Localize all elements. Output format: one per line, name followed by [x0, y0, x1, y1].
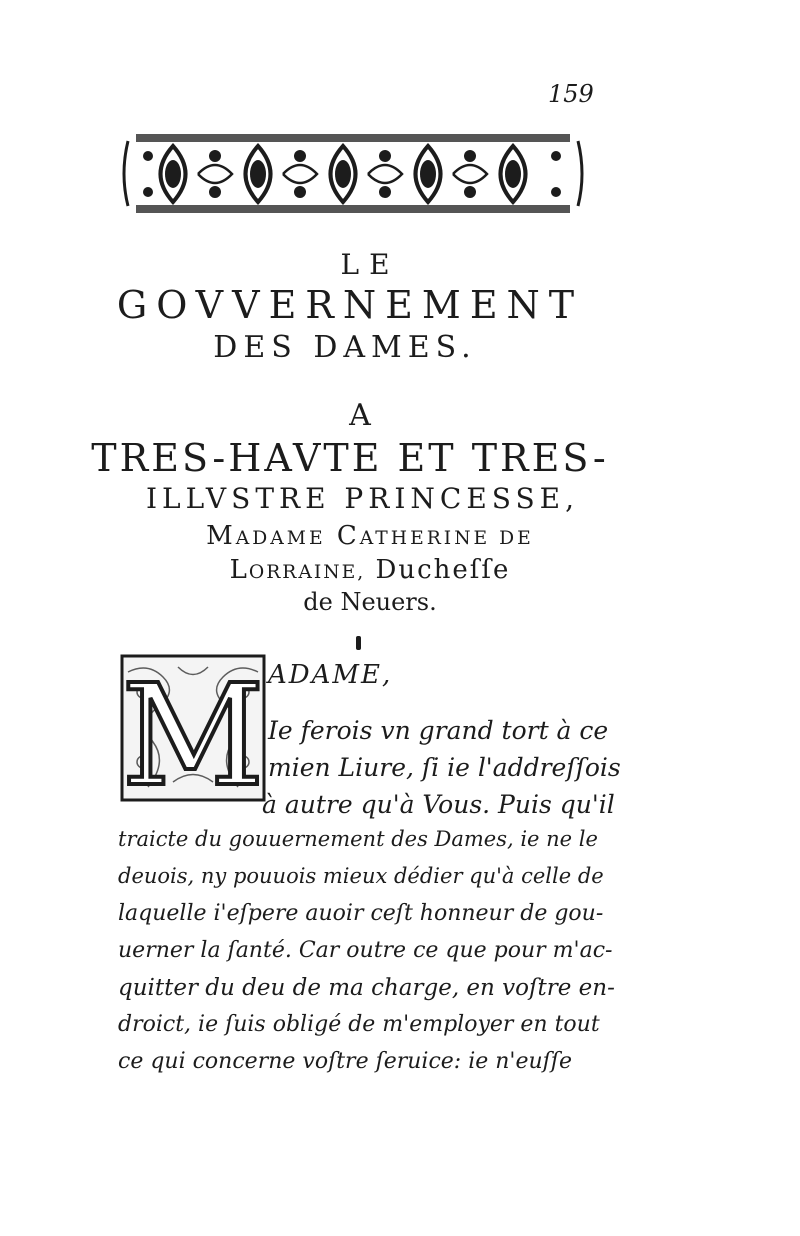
small-caps-adame: ADAME: [235, 528, 326, 549]
letter-line: quitter du deu de ma charge, en voſtre en-: [118, 975, 615, 1001]
dropcap-letter: M: [121, 655, 265, 804]
letter-line: traicte du gouuernement des Dames, ie ne le: [118, 827, 598, 851]
dedication-line-3: [110, 521, 630, 551]
dedication-line-5: de Neuers.: [303, 588, 437, 616]
dedication-to: A: [349, 398, 371, 433]
page-number: 159: [548, 80, 594, 108]
initial-m: M: [206, 521, 236, 551]
small-caps-orraine: ORRAINE,: [248, 562, 366, 583]
dedication-line-1: TRES-HAVTE ET TRES-: [91, 436, 609, 480]
letter-line: laquelle i'eſpere auoir ceſt honneur de gou-: [118, 901, 604, 926]
duchesse-word: Ducheſſe: [375, 555, 511, 585]
title-line-des-dames: DES DAMES.: [213, 330, 477, 365]
dedication-line-4: [110, 555, 630, 585]
initial-l: L: [229, 555, 249, 585]
small-caps-atherine: ATHERINE DE: [359, 528, 534, 549]
dedication-line-2: ILLVSTRE PRINCESSE,: [146, 482, 579, 515]
printer-mark: [356, 636, 361, 650]
initial-c: C: [336, 521, 360, 551]
letter-line: ce qui concerne voſtre ſeruice: ie n'euſſe: [118, 1049, 572, 1074]
ornamental-headband: [118, 126, 588, 221]
title-line-le: LE: [340, 248, 400, 281]
letter-line: à autre qu'à Vous. Puis qu'il: [262, 790, 615, 819]
letter-line: deuois, ny pouuois mieux dédier qu'à celle de: [118, 864, 604, 888]
letter-line: mien Liure, ſi ie l'addreſſois: [268, 753, 621, 782]
letter-line: uerner la ſanté. Car outre ce que pour m'ac-: [118, 938, 613, 963]
salutation: ADAME,: [268, 660, 393, 690]
decorated-initial-m: [118, 652, 268, 804]
title-line-gouvernement: GOVVERNEMENT: [116, 283, 584, 327]
letter-line: droict, ie ſuis obligé de m'employer en tout: [118, 1012, 600, 1037]
letter-line: Ie ferois vn grand tort à ce: [268, 716, 609, 745]
